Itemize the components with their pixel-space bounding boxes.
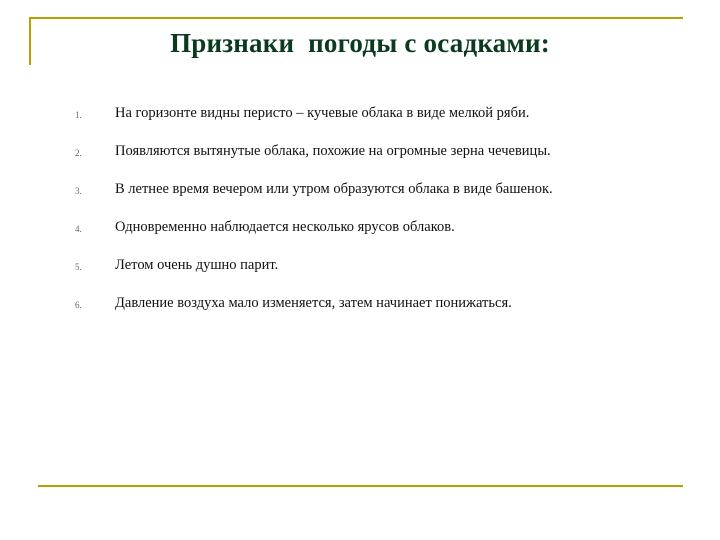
list-item-text: Одновременно наблюдается несколько ярусов облаков. <box>115 219 455 235</box>
list-item-text: Появляются вытянутые облака, похожие на огромные зерна чечевицы. <box>115 143 551 159</box>
list-item-number: 5. <box>75 262 82 272</box>
list-item-number: 6. <box>75 300 82 310</box>
slide-title: Признаки погоды с осадками: <box>170 28 550 58</box>
list-item <box>0 257 720 281</box>
list-item <box>0 219 720 243</box>
list-item-number: 1. <box>75 110 82 120</box>
list-item-text: Давление воздуха мало изменяется, затем начинает понижаться. <box>115 295 512 311</box>
list-item-number: 4. <box>75 224 82 234</box>
list-item-text: В летнее время вечером или утром образуются облака в виде башенок. <box>115 181 553 197</box>
list-item <box>0 105 720 129</box>
list-item <box>0 295 720 319</box>
list-item-text: На горизонте видны перисто – кучевые облака в виде мелкой ряби. <box>115 105 530 121</box>
list-item-number: 3. <box>75 186 82 196</box>
list-item <box>0 143 720 167</box>
list-item-text: Летом очень душно парит. <box>115 257 279 273</box>
list-item <box>0 181 720 205</box>
list-item-number: 2. <box>75 148 82 158</box>
